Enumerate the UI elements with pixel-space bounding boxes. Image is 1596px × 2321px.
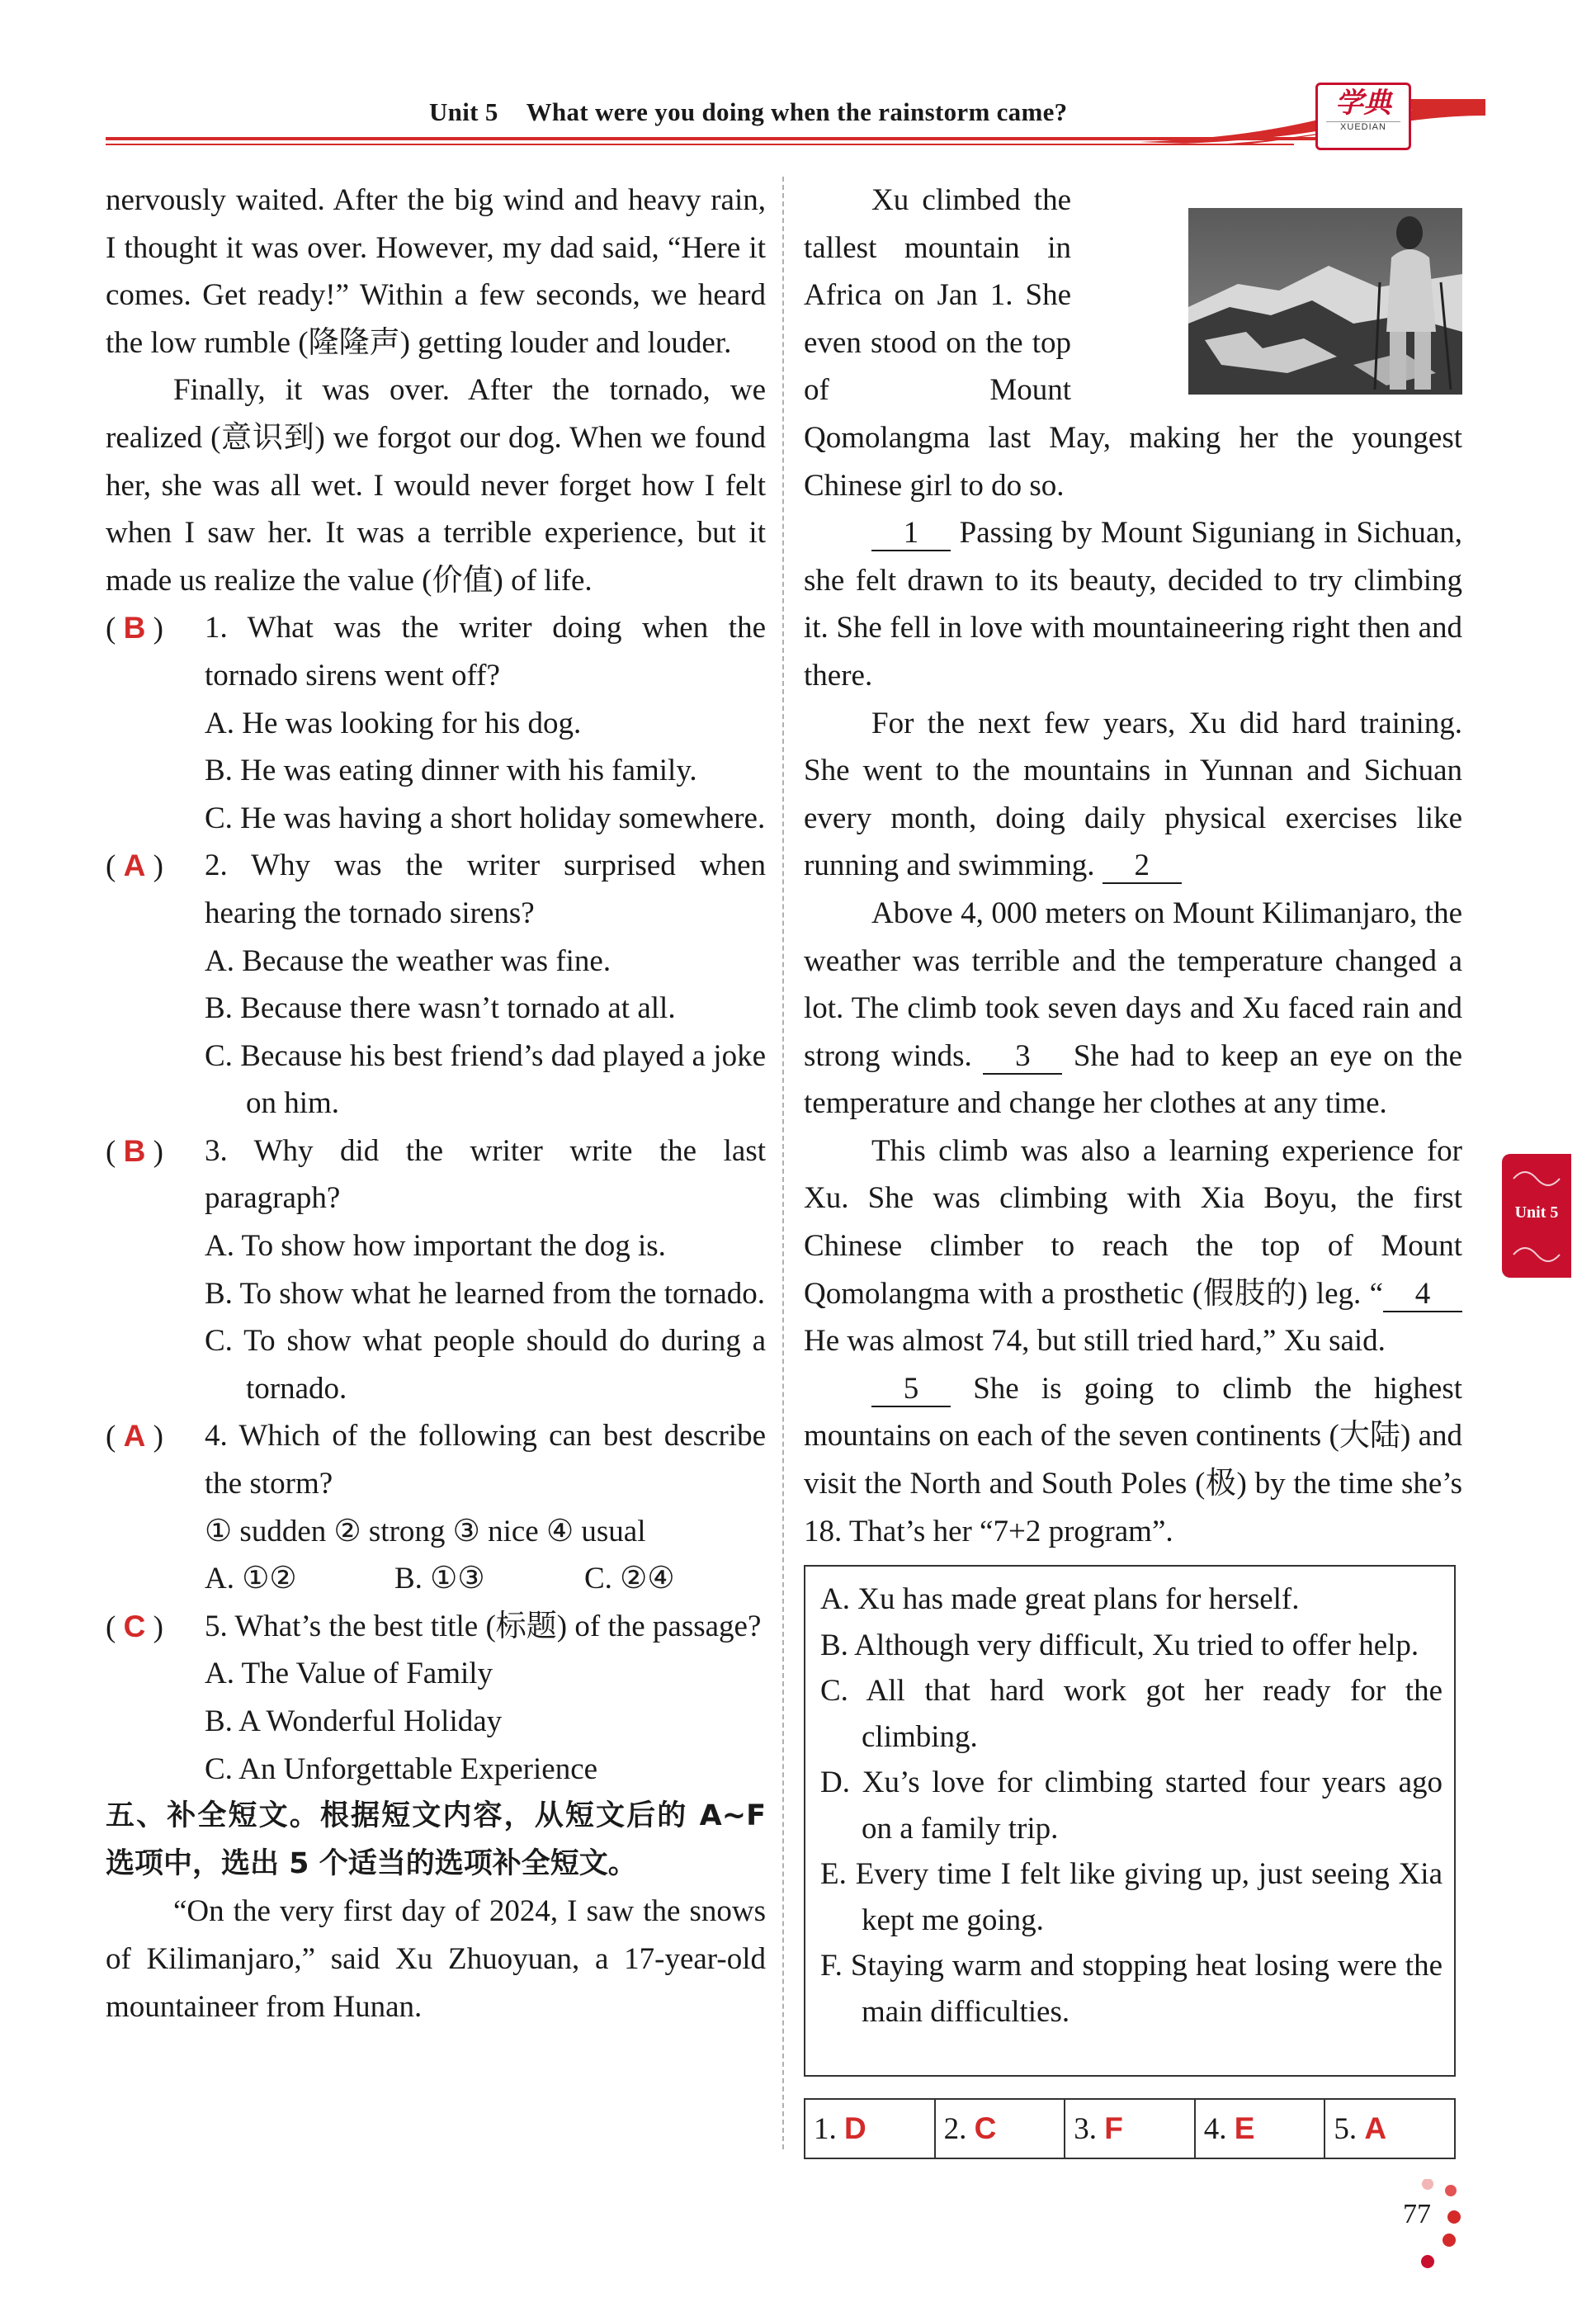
header-rule	[106, 137, 1327, 140]
answer-value: C	[123, 1609, 146, 1643]
option: A. He was looking for his dog.	[205, 706, 582, 740]
option: A. ①②	[205, 1562, 297, 1596]
answer-number: 4.	[1203, 2112, 1227, 2146]
option: C. ②④	[584, 1562, 675, 1596]
passage-text: This climb was also a learning experience for Xu. She was climbing with Xia Boyu, the first Chinese climber to reach the top of Mount Qomolangma with a prosthetic (假肢的) leg. “	[804, 1133, 1462, 1311]
option: C. An Unforgettable Experience	[205, 1751, 598, 1786]
header-rule-thin	[106, 144, 1294, 145]
answer-value: A	[123, 1419, 146, 1454]
side-tab-label: Unit 5	[1514, 1203, 1559, 1222]
answer-value: D	[844, 2111, 866, 2145]
options-row	[106, 1555, 766, 1603]
answer-cell	[1325, 2100, 1454, 2158]
section-heading: 五、补全短文。根据短文内容，从短文后的 A~F 选项中，选出 5 个适当的选项补全短文。	[106, 1799, 766, 1880]
blank-2[interactable]: 2	[1103, 849, 1182, 884]
option-d: D. Xu’s love for climbing started four years ago on a family trip.	[820, 1766, 1443, 1846]
answer-bracket: ( B )	[106, 611, 163, 646]
question-stem: 1. What was the writer doing when the tornado sirens went off?	[205, 611, 766, 693]
blank-5[interactable]: 5	[871, 1373, 951, 1407]
answer-bracket: ( A )	[106, 849, 163, 884]
unit-side-tab	[1502, 1154, 1571, 1278]
question-items: ① sudden ② strong ③ nice ④ usual	[205, 1514, 646, 1548]
passage-text: He was almost 74, but still tried hard,” Xu said.	[804, 1324, 1386, 1359]
option-a: A. Xu has made great plans for herself.	[820, 1582, 1300, 1616]
logo-cn: 学典	[1335, 87, 1391, 120]
option-e: E. Every time I felt like giving up, just seeing Xia kept me going.	[820, 1857, 1443, 1937]
option: B. Because there wasn’t tornado at all.	[205, 991, 676, 1026]
question-1	[106, 604, 766, 699]
option: B. A Wonderful Holiday	[205, 1704, 503, 1738]
answer-value: A	[1364, 2111, 1387, 2145]
passage-paragraph: Finally, it was over. After the tornado, we realized (意识到) we forgot our dog. When we found her, she was all wet. I would never forget how I felt when I saw her. It was a terrible experience, but it made us realize the value (价值) of life.	[106, 373, 766, 598]
answer-table	[804, 2098, 1456, 2159]
answer-value: B	[123, 611, 146, 645]
option: A. To show how important the dog is.	[205, 1229, 666, 1264]
blank-1[interactable]: 1	[871, 517, 951, 551]
option: C. To show what people should do during a tornado.	[205, 1324, 766, 1406]
option: B. ①③	[394, 1562, 485, 1596]
option: B. He was eating dinner with his family.	[205, 754, 697, 788]
passage-paragraph: nervously waited. After the big wind and heavy rain, I thought it was over. However, my dad said, “Here it comes. Get ready!” Within a few seconds, we heard the low rumble (隆隆声) getting louder and louder.	[106, 183, 766, 360]
question-stem: 4. Which of the following can best describe the storm?	[205, 1419, 766, 1501]
passage-paragraph	[804, 890, 1462, 1127]
option: B. To show what he learned from the tornado.	[205, 1276, 766, 1311]
right-column	[804, 177, 1462, 1555]
option-b: B. Although very difficult, Xu tried to offer help.	[820, 1628, 1419, 1662]
answer-value: B	[123, 1133, 146, 1168]
left-column	[106, 177, 766, 2030]
answer-number: 2.	[943, 2112, 967, 2146]
header-unit: Unit 5	[429, 97, 498, 126]
answer-number: 1.	[814, 2112, 837, 2146]
question-stem: 5. What’s the best title (标题) of the passage?	[205, 1609, 762, 1643]
answer-number: 3.	[1074, 2112, 1097, 2146]
passage-paragraph	[804, 1127, 1462, 1365]
option-f: F. Staying warm and stopping heat losing were the main difficulties.	[820, 1949, 1443, 2029]
passage-text: For the next few years, Xu did hard training. She went to the mountains in Yunnan and Sichuan every month, doing daily physical exercises like running and swimming.	[804, 706, 1462, 883]
option: A. Because the weather was fine.	[205, 943, 611, 978]
passage-text: Xu climbed the tallest mountain in Africa on Jan 1. She even stood on the top of Mount Qomolangma last May, making her the youngest Chinese girl to do so.	[804, 183, 1462, 503]
passage-text: She had to keep an eye on the temperature and change her clothes at any time.	[804, 1038, 1463, 1121]
answer-cell	[805, 2100, 936, 2158]
question-2	[106, 842, 766, 937]
passage-text: Above 4, 000 meters on Mount Kilimanjaro, the weather was terrible and the temperature changed a lot. The climb took seven days and Xu faced rain and strong winds.	[804, 896, 1462, 1073]
column-divider	[782, 177, 784, 2149]
passage-text: Passing by Mount Siguniang in Sichuan, she felt drawn to its beauty, decided to try climbing it. She fell in love with mountaineering right then and there.	[804, 516, 1462, 693]
option-c: C. All that hard work got her ready for the climbing.	[820, 1674, 1443, 1754]
page-number: 77	[1403, 2199, 1431, 2229]
option: C. He was having a short holiday somewhere.	[205, 801, 766, 835]
blank-3[interactable]: 3	[983, 1040, 1062, 1075]
answer-bracket: ( B )	[106, 1133, 163, 1169]
passage-paragraph	[804, 700, 1462, 890]
answer-bracket: ( C )	[106, 1609, 163, 1644]
option: A. The Value of Family	[205, 1657, 493, 1691]
answer-value: A	[123, 849, 146, 883]
answer-cell	[936, 2100, 1066, 2158]
options-box	[804, 1565, 1456, 2077]
header-title	[429, 97, 1067, 127]
option: C. Because his best friend’s dad played a joke on him.	[205, 1038, 766, 1121]
passage-paragraph	[804, 177, 1462, 509]
answer-value: E	[1234, 2111, 1255, 2145]
question-stem: 2. Why was the writer surprised when hearing the tornado sirens?	[205, 849, 766, 930]
passage-text: She is going to climb the highest mountains on each of the seven continents (大陆) and visit the North and South Poles (极) by the time she’s 18. That’s her “7+2 program”.	[804, 1371, 1462, 1548]
blank-4[interactable]: 4	[1383, 1278, 1462, 1312]
answer-value: C	[974, 2111, 997, 2145]
answer-value: F	[1104, 2111, 1123, 2145]
answer-bracket: ( A )	[106, 1419, 163, 1454]
header-title-text: What were you doing when the rainstorm came?	[526, 97, 1068, 126]
answer-number: 5.	[1334, 2112, 1358, 2146]
question-3	[106, 1127, 766, 1222]
publisher-logo	[1315, 83, 1411, 150]
passage-paragraph	[804, 1365, 1462, 1555]
question-4	[106, 1412, 766, 1507]
answer-cell	[1196, 2100, 1326, 2158]
photo-spacer	[1071, 177, 1462, 406]
question-stem: 3. Why did the writer write the last paragraph?	[205, 1133, 766, 1216]
passage-paragraph	[804, 509, 1462, 699]
logo-en: XUEDIAN	[1326, 121, 1400, 132]
answer-cell	[1065, 2100, 1196, 2158]
passage-paragraph: “On the very first day of 2024, I saw the snows of Kilimanjaro,” said Xu Zhuoyuan, a 17-year-old mountaineer from Hunan.	[106, 1894, 766, 2024]
question-5	[106, 1603, 766, 1651]
